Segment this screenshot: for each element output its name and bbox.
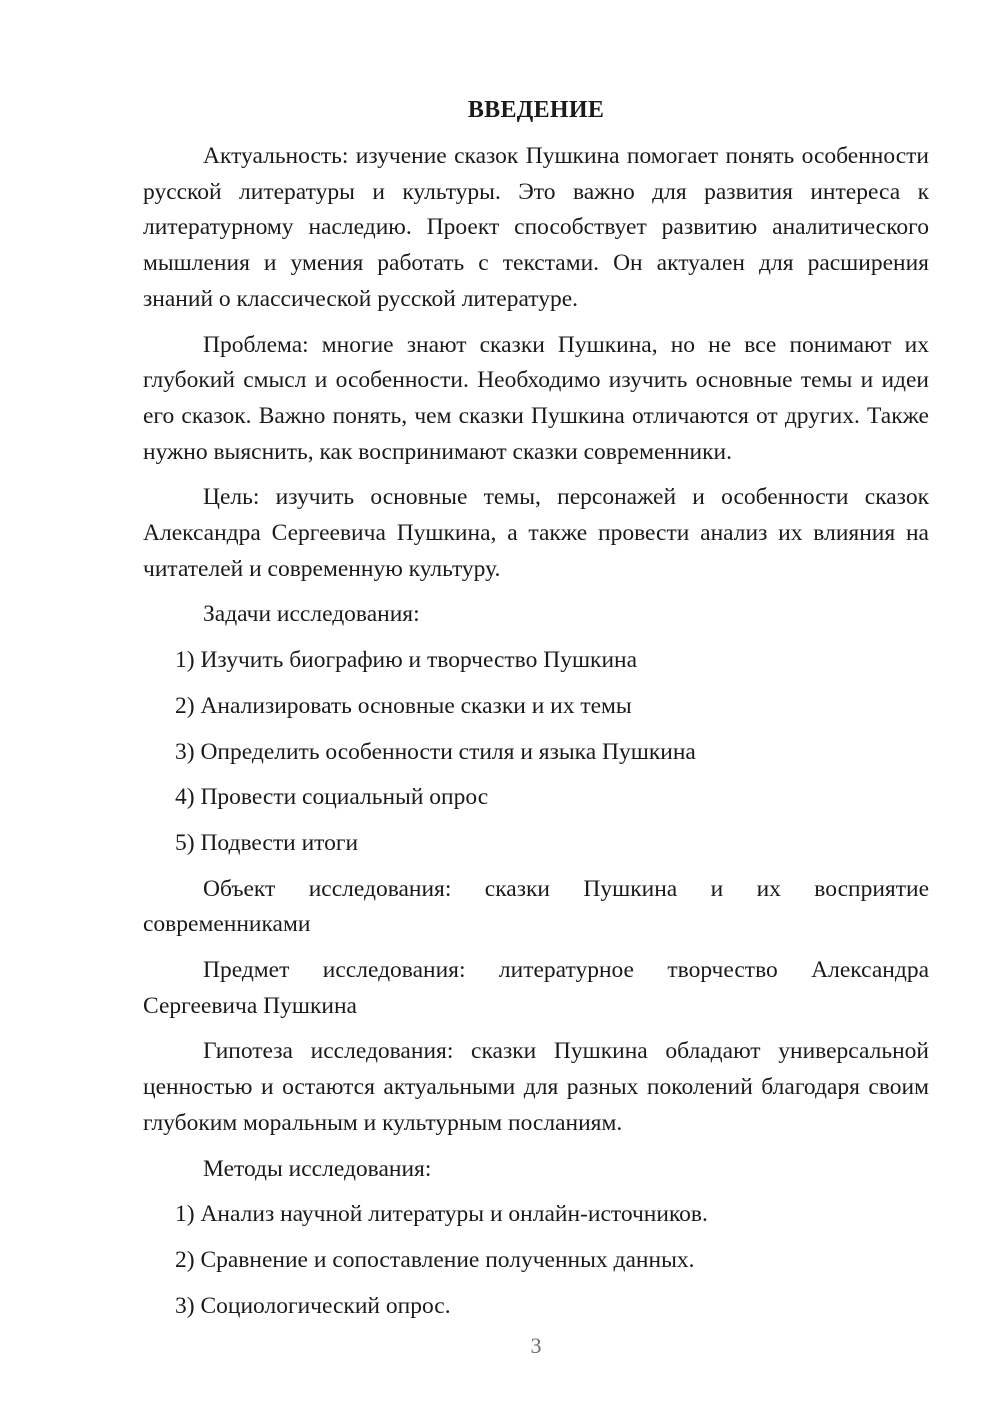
task-item-2: 2) Анализировать основные сказки и их темы xyxy=(175,692,632,719)
method-item-2: 2) Сравнение и сопоставление полученных данных. xyxy=(175,1246,695,1273)
methods-heading: Методы исследования: xyxy=(203,1155,432,1182)
object-paragraph: Объект исследования: сказки Пушкина и их восприятие современниками xyxy=(143,875,929,938)
method-item-1: 1) Анализ научной литературы и онлайн-источников. xyxy=(175,1201,708,1228)
tasks-heading: Задачи исследования: xyxy=(203,601,420,628)
goal-paragraph: Цель: изучить основные темы, персонажей и особенности сказок Александра Сергеевича Пушкина, а также провести анализ их влияния на читателей и современную культуру. xyxy=(143,484,929,582)
task-item-5: 5) Подвести итоги xyxy=(175,829,359,856)
subject-paragraph: Предмет исследования: литературное творчество Александра Сергеевича Пушкина xyxy=(143,957,929,1019)
hypothesis-paragraph: Гипотеза исследования: сказки Пушкина обладают универсальной ценностью и остаются актуальными для разных поколений благодаря своим глубоким моральным и культурным посланиям. xyxy=(143,1038,929,1136)
relevance-paragraph: Актуальность: изучение сказок Пушкина помогает понять особенности русской литературы и культуры. Это важно для развития интереса к литературному наследию. Проект способствует развитию аналитического мышления и умения работать с текстами. Он актуален для расширения знаний о классической русской литературе. xyxy=(143,143,929,312)
page-number: 3 xyxy=(530,1333,542,1358)
task-item-1: 1) Изучить биографию и творчество Пушкина xyxy=(175,647,638,674)
task-item-4: 4) Провести социальный опрос xyxy=(175,784,489,811)
method-item-3: 3) Социологический опрос. xyxy=(175,1292,451,1319)
problem-paragraph: Проблема: многие знают сказки Пушкина, но не все понимают их глубокий смысл и особенности. Необходимо изучить основные темы и идеи его сказок. Важно понять, чем сказки Пушкина отличаются от других. Также нужно выяснить, как воспринимают сказки современники. xyxy=(143,331,929,465)
task-item-3: 3) Определить особенности стиля и языка Пушкина xyxy=(175,738,696,765)
page-title: ВВЕДЕНИЕ xyxy=(467,97,605,123)
document-body xyxy=(143,139,929,1334)
